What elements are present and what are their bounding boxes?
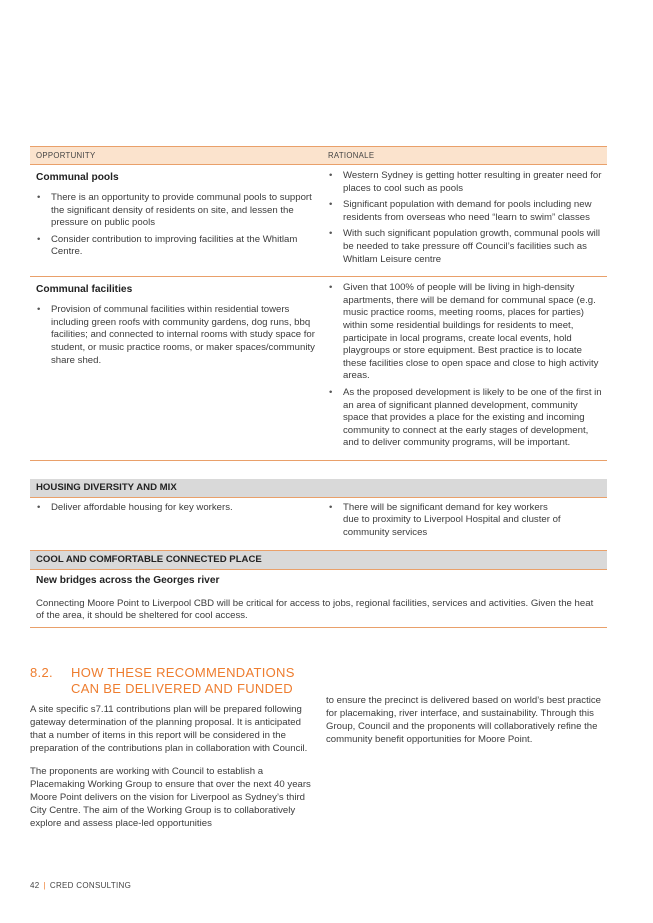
list-item: • Given that 100% of people will be living in high-density apartments, there will be demand for communal space (e.g. music practice rooms, meeting rooms, places for parties) within some residential buildings for residents to meet, participate in local programs, create local events, hold playgroups or store equipment. Best practice is to locate these facilities close to open space and close to high activity areas. [328,282,603,383]
table-bottom-rule [30,627,607,628]
list-item: • Consider contribution to improving facilities at the Whitlam Centre. [36,234,318,259]
rationale-line: There will be significant demand for key workers [343,501,548,513]
section-title-line1: HOW THESE RECOMMENDATIONS [71,665,295,680]
cool-text: Connecting Moore Point to Liverpool CBD will be critical for access to jobs, regional facilities, services and activities. Given the heat of the area, it should be sheltered for cool access. [36,597,594,622]
paragraph: to ensure the precinct is delivered based on world’s best practice for placemaking, river interface, and sustainability. Through this Group, Council and the proponents will collaboratively refine the community benefit opportunities for Moore Point. [326,695,601,745]
footer-separator: | [43,881,46,890]
paragraph: A site specific s7.11 contributions plan will be prepared following gateway determination of the planning proposal. It is anticipated that a number of items in this report will be considered in the preparation of the contributions plan in collaboration with Council. [30,704,308,754]
section-title-line2: CAN BE DELIVERED AND FUNDED [71,680,293,696]
header-opportunity: OPPORTUNITY [36,151,96,160]
section-heading [30,665,320,696]
row-title: Communal facilities [36,284,133,296]
footer-org: CRED CONSULTING [49,881,132,890]
section-cool: COOL AND COMFORTABLE CONNECTED PLACE [30,551,607,570]
section-housing: HOUSING DIVERSITY AND MIX [30,479,607,498]
list-item: • Provision of communal facilities within residential towers including green roofs with community gardens, dog runs, bbq facilities; and connected to internal rooms with study space for student, or music practice rooms, or maker spaces/community share shed. [36,304,318,367]
header-rationale: RATIONALE [328,151,375,160]
rationale-line: due to proximity to Liverpool Hospital and cluster of community services [343,514,561,539]
list-item: • Significant population with demand for pools including new residents from overseas who need “learn to swim” classes [328,199,603,224]
list-item [328,502,603,540]
table-spacer [30,461,607,479]
paragraph: The proponents are working with Council to establish a Placemaking Working Group to ensure that over the next 40 years Moore Point delivers on the vision for Liverpool as Sydney’s third City Centre. The aim of the Working Group is to collaboratively explore and assess place-led opportunities [30,766,311,829]
table-row [30,277,607,461]
page-number: 42 [30,881,40,890]
body-column-right [326,694,609,756]
list-item: • There is an opportunity to provide communal pools to support the significant density of residents on site, and lessen the pressure on public pools [36,192,318,230]
body-column-left [30,703,313,840]
recommendations-table [30,146,607,628]
row-title: Communal pools [36,172,119,183]
list-item: • With such significant population growth, communal pools will be needed to take pressure off Council’s facilities such as Whitlam Leisure centre [328,228,603,266]
table-header [30,146,607,165]
table-row [30,165,607,277]
cool-subtitle: New bridges across the Georges river [36,574,220,586]
table-row [30,498,607,551]
list-item: • Deliver affordable housing for key workers. [36,502,318,515]
section-number: 8.2. [30,665,53,680]
list-item: • As the proposed development is likely to be one of the first in an area of significant planned development, community space that provides a place for the existing and incoming community to connect at the early stages of development, and to deliver community programs, will be important. [328,387,603,450]
page-footer [30,881,131,890]
list-item: • Western Sydney is getting hotter resulting in greater need for places to cool such as pools [328,170,603,195]
